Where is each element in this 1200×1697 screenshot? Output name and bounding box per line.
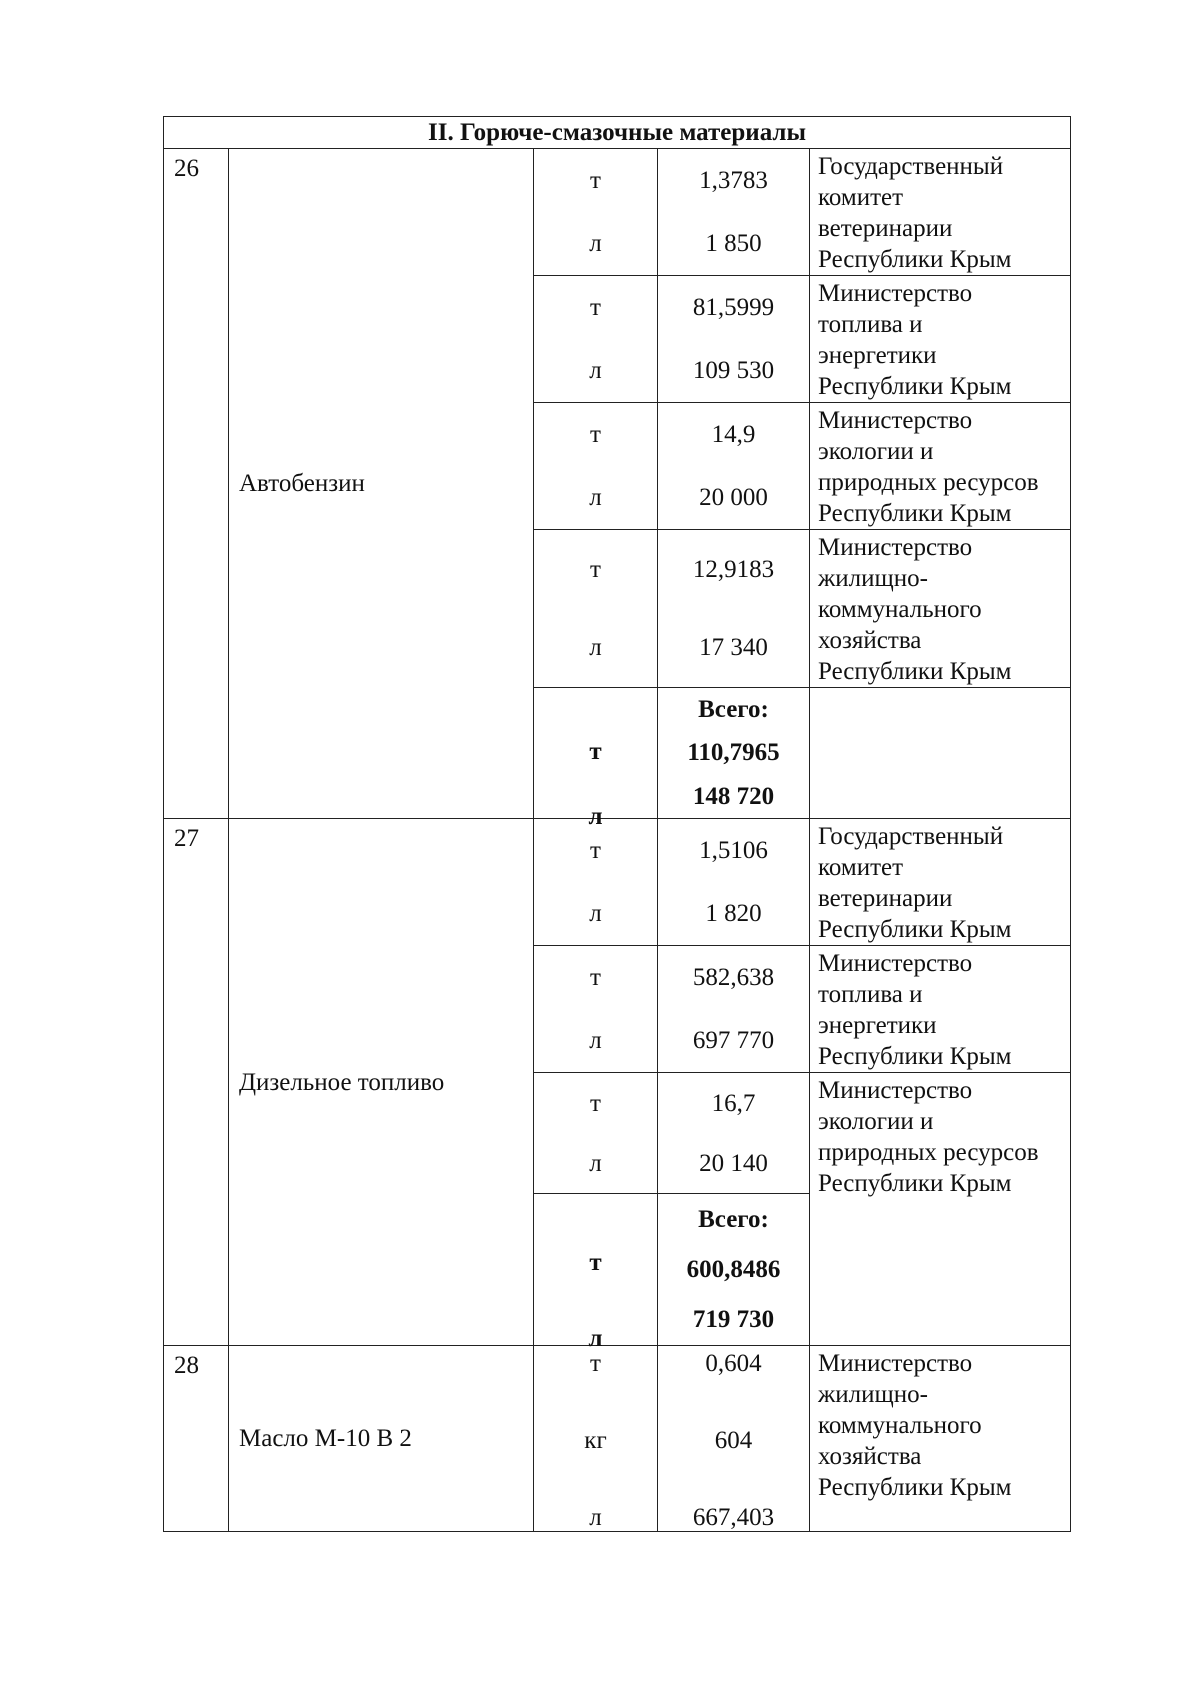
unit: л bbox=[589, 357, 602, 384]
org-line: комитет bbox=[818, 854, 904, 881]
org-cell bbox=[810, 149, 1071, 276]
unit: т bbox=[590, 964, 601, 991]
unit: т bbox=[590, 837, 601, 864]
org-cell bbox=[810, 276, 1071, 403]
quantity: 14,9 bbox=[711, 421, 756, 448]
org-cell bbox=[810, 819, 1071, 946]
org-line: Республики Крым bbox=[818, 916, 1012, 943]
org-line: коммунального bbox=[818, 596, 982, 623]
org-line: Министерство bbox=[818, 407, 973, 434]
item-number: 27 bbox=[164, 819, 229, 1346]
org-line: природных ресурсов bbox=[818, 469, 1039, 496]
total-label: Всего: bbox=[698, 696, 769, 724]
quantity: 1,5106 bbox=[699, 837, 768, 864]
unit: кг bbox=[584, 1427, 607, 1454]
unit-cell bbox=[534, 1194, 658, 1352]
org-line: хозяйства bbox=[818, 1443, 922, 1470]
quantity: 16,7 bbox=[711, 1089, 756, 1117]
unit: т bbox=[590, 294, 601, 321]
unit: л bbox=[589, 484, 602, 511]
unit: л bbox=[588, 1324, 603, 1352]
org-line: ветеринарии bbox=[818, 215, 953, 242]
org-line: Республики Крым bbox=[818, 246, 1012, 273]
qty-cell bbox=[658, 1346, 810, 1532]
org-line: топлива и bbox=[818, 981, 923, 1008]
org-line: Государственный bbox=[818, 153, 1004, 180]
qty-cell bbox=[658, 1194, 810, 1346]
org-line: жилищно- bbox=[818, 565, 928, 592]
unit-cell bbox=[534, 1073, 658, 1194]
quantity: 604 bbox=[714, 1427, 753, 1454]
table-row bbox=[164, 149, 1071, 276]
unit: л bbox=[589, 634, 602, 662]
unit: л bbox=[588, 803, 603, 830]
org-line: Республики Крым bbox=[818, 1474, 1012, 1501]
item-name: Дизельное топливо bbox=[229, 819, 534, 1346]
org-line: жилищно- bbox=[818, 1381, 928, 1408]
org-cell bbox=[810, 946, 1071, 1073]
unit: л bbox=[589, 230, 602, 257]
unit: л bbox=[589, 1027, 602, 1054]
org-line: Министерство bbox=[818, 1350, 973, 1377]
unit: л bbox=[589, 1149, 602, 1177]
item-name: Автобензин bbox=[229, 149, 534, 819]
org-line: Республики Крым bbox=[818, 373, 1012, 400]
item-number: 28 bbox=[164, 1346, 229, 1532]
quantity: 1,3783 bbox=[699, 167, 768, 194]
org-cell bbox=[810, 1346, 1071, 1532]
qty-cell bbox=[658, 688, 810, 819]
unit-cell bbox=[534, 819, 658, 946]
org-line: комитет bbox=[818, 184, 904, 211]
section-title-row bbox=[164, 117, 1071, 149]
item-name: Масло М-10 В 2 bbox=[229, 1346, 534, 1532]
qty-cell bbox=[658, 946, 810, 1073]
quantity: 81,5999 bbox=[692, 294, 775, 321]
table-row bbox=[164, 1346, 1071, 1532]
org-line: энергетики bbox=[818, 1012, 937, 1039]
unit-cell bbox=[534, 149, 658, 276]
unit-cell bbox=[534, 688, 658, 830]
org-line: Министерство bbox=[818, 950, 973, 977]
unit-cell bbox=[534, 530, 658, 688]
unit: л bbox=[589, 1504, 602, 1531]
unit: т bbox=[590, 421, 601, 448]
org-line: Министерство bbox=[818, 1077, 973, 1104]
quantity: 0,604 bbox=[705, 1350, 762, 1377]
unit: л bbox=[589, 900, 602, 927]
quantity: 20 140 bbox=[699, 1149, 768, 1177]
section-title: II. Горюче-смазочные материалы bbox=[164, 117, 1071, 149]
org-line: экологии и bbox=[818, 1108, 934, 1135]
qty-cell bbox=[658, 819, 810, 946]
qty-cell bbox=[658, 530, 810, 688]
org-line: Республики Крым bbox=[818, 658, 1012, 685]
qty-cell bbox=[658, 1073, 810, 1194]
qty-cell bbox=[658, 149, 810, 276]
quantity: 109 530 bbox=[692, 357, 775, 384]
org-cell bbox=[810, 403, 1071, 530]
quantity: 600,8486 bbox=[686, 1255, 781, 1283]
unit-cell bbox=[534, 946, 658, 1073]
org-line: энергетики bbox=[818, 342, 937, 369]
unit: т bbox=[590, 1350, 601, 1377]
unit: т bbox=[590, 167, 601, 194]
materials-table bbox=[163, 116, 1071, 1532]
item-number: 26 bbox=[164, 149, 229, 819]
qty-cell bbox=[658, 403, 810, 530]
unit-cell bbox=[534, 403, 658, 530]
quantity: 1 850 bbox=[705, 230, 762, 257]
unit-cell bbox=[534, 276, 658, 403]
unit: т bbox=[590, 1089, 601, 1117]
quantity: 20 000 bbox=[699, 484, 768, 511]
org-line: Министерство bbox=[818, 534, 973, 561]
table-row bbox=[164, 819, 1071, 946]
org-line: природных ресурсов bbox=[818, 1139, 1039, 1166]
quantity: 148 720 bbox=[692, 782, 775, 810]
org-line: Республики Крым bbox=[818, 500, 1012, 527]
quantity: 110,7965 bbox=[687, 739, 780, 767]
unit: т bbox=[589, 1249, 602, 1277]
qty-cell bbox=[658, 276, 810, 403]
quantity: 582,638 bbox=[692, 964, 775, 991]
unit: т bbox=[590, 555, 601, 583]
org-line: Государственный bbox=[818, 823, 1004, 850]
org-line: коммунального bbox=[818, 1412, 982, 1439]
org-cell bbox=[810, 530, 1071, 688]
org-line: Республики Крым bbox=[818, 1043, 1012, 1070]
org-line: ветеринарии bbox=[818, 885, 953, 912]
org-line: Республики Крым bbox=[818, 1170, 1012, 1197]
quantity: 12,9183 bbox=[692, 555, 775, 583]
org-line: топлива и bbox=[818, 311, 923, 338]
org-line: хозяйства bbox=[818, 627, 922, 654]
unit-cell bbox=[534, 1346, 658, 1532]
quantity: 719 730 bbox=[692, 1306, 775, 1334]
quantity: 697 770 bbox=[692, 1027, 775, 1054]
quantity: 1 820 bbox=[705, 900, 762, 927]
total-label: Всего: bbox=[698, 1205, 769, 1233]
quantity: 17 340 bbox=[699, 634, 768, 662]
unit: т bbox=[589, 738, 602, 765]
org-cell bbox=[810, 1073, 1071, 1346]
org-cell bbox=[810, 688, 1071, 819]
org-line: экологии и bbox=[818, 438, 934, 465]
org-line: Министерство bbox=[818, 280, 973, 307]
quantity: 667,403 bbox=[692, 1504, 775, 1531]
